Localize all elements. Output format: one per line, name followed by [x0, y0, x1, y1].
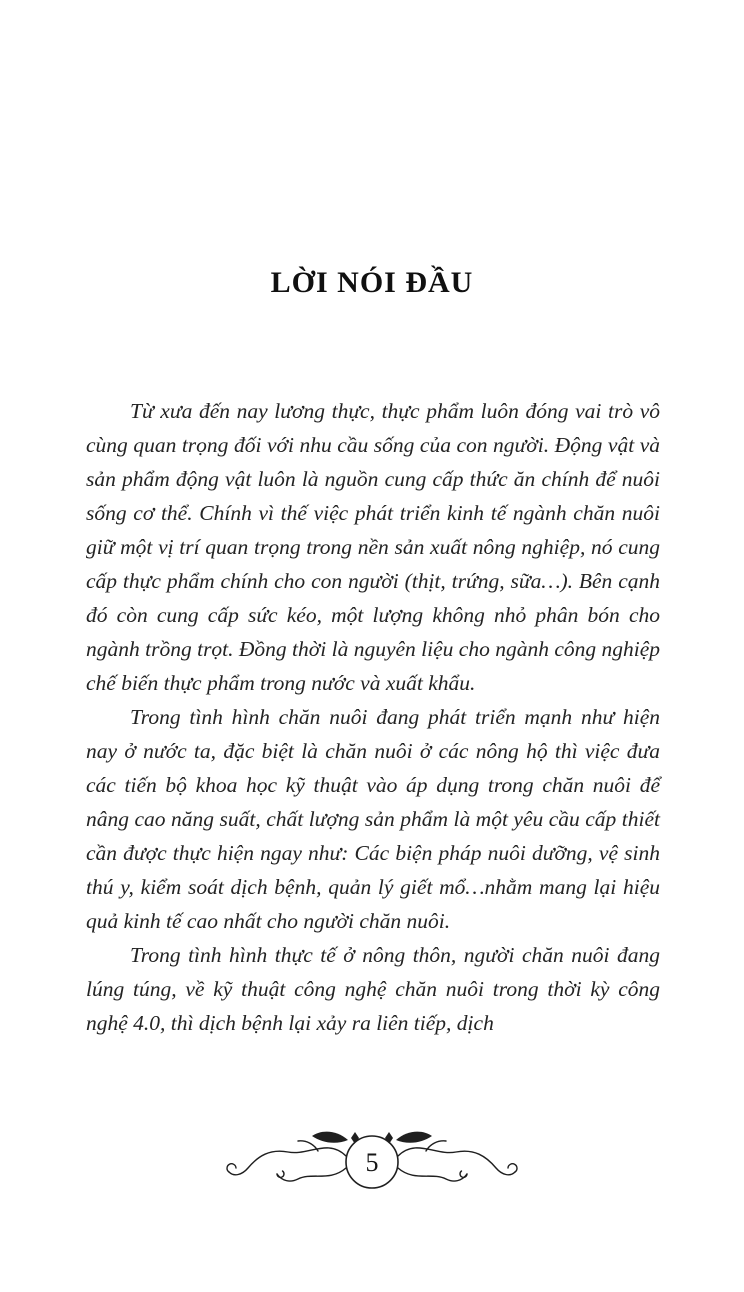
- footer-ornament: [222, 1124, 522, 1202]
- paragraph: Từ xưa đến nay lương thực, thực phẩm luôn đóng vai trò vô cùng quan trọng đối với nhu cầu sống của con người. Động vật và sản phẩm động vật luôn là nguồn cung cấp thức ăn chính để nuôi sống cơ thể. Chính vì thế việc phát triển kinh tế ngành chăn nuôi giữ một vị trí quan trọng trong nền sản xuất nông nghiệp, nó cung cấp thực phẩm chính cho con người (thịt, trứng, sữa…). Bên cạnh đó còn cung cấp sức kéo, một lượng không nhỏ phân bón cho ngành trồng trọt. Đồng thời là nguyên liệu cho ngành công nghiệp chế biến thực phẩm trong nước và xuất khẩu.: [86, 399, 661, 695]
- page-title: LỜI NÓI ĐẦU: [270, 266, 474, 300]
- paragraph: Trong tình hình chăn nuôi đang phát triển mạnh như hiện nay ở nước ta, đặc biệt là chăn nuôi ở các nông hộ thì việc đưa các tiến bộ khoa học kỹ thuật vào áp dụng trong chăn nuôi để nâng cao năng suất, chất lượng sản phẩm là một yêu cầu cấp thiết cần được thực hiện ngay như: Các biện pháp nuôi dưỡng, vệ sinh thú y, kiểm soát dịch bệnh, quản lý giết mổ…nhằm mang lại hiệu quả kinh tế cao nhất cho người chăn nuôi.: [86, 705, 660, 933]
- paragraph: Trong tình hình thực tế ở nông thôn, người chăn nuôi đang lúng túng, về kỹ thuật công nghệ chăn nuôi trong thời kỳ công nghệ 4.0, thì dịch bệnh lại xảy ra liên tiếp, dịch: [86, 943, 660, 1035]
- page-footer-flourish-icon: [222, 1124, 522, 1202]
- page-number: 5: [365, 1148, 379, 1177]
- page-number-circle: [346, 1136, 398, 1188]
- body-text: [86, 394, 660, 1040]
